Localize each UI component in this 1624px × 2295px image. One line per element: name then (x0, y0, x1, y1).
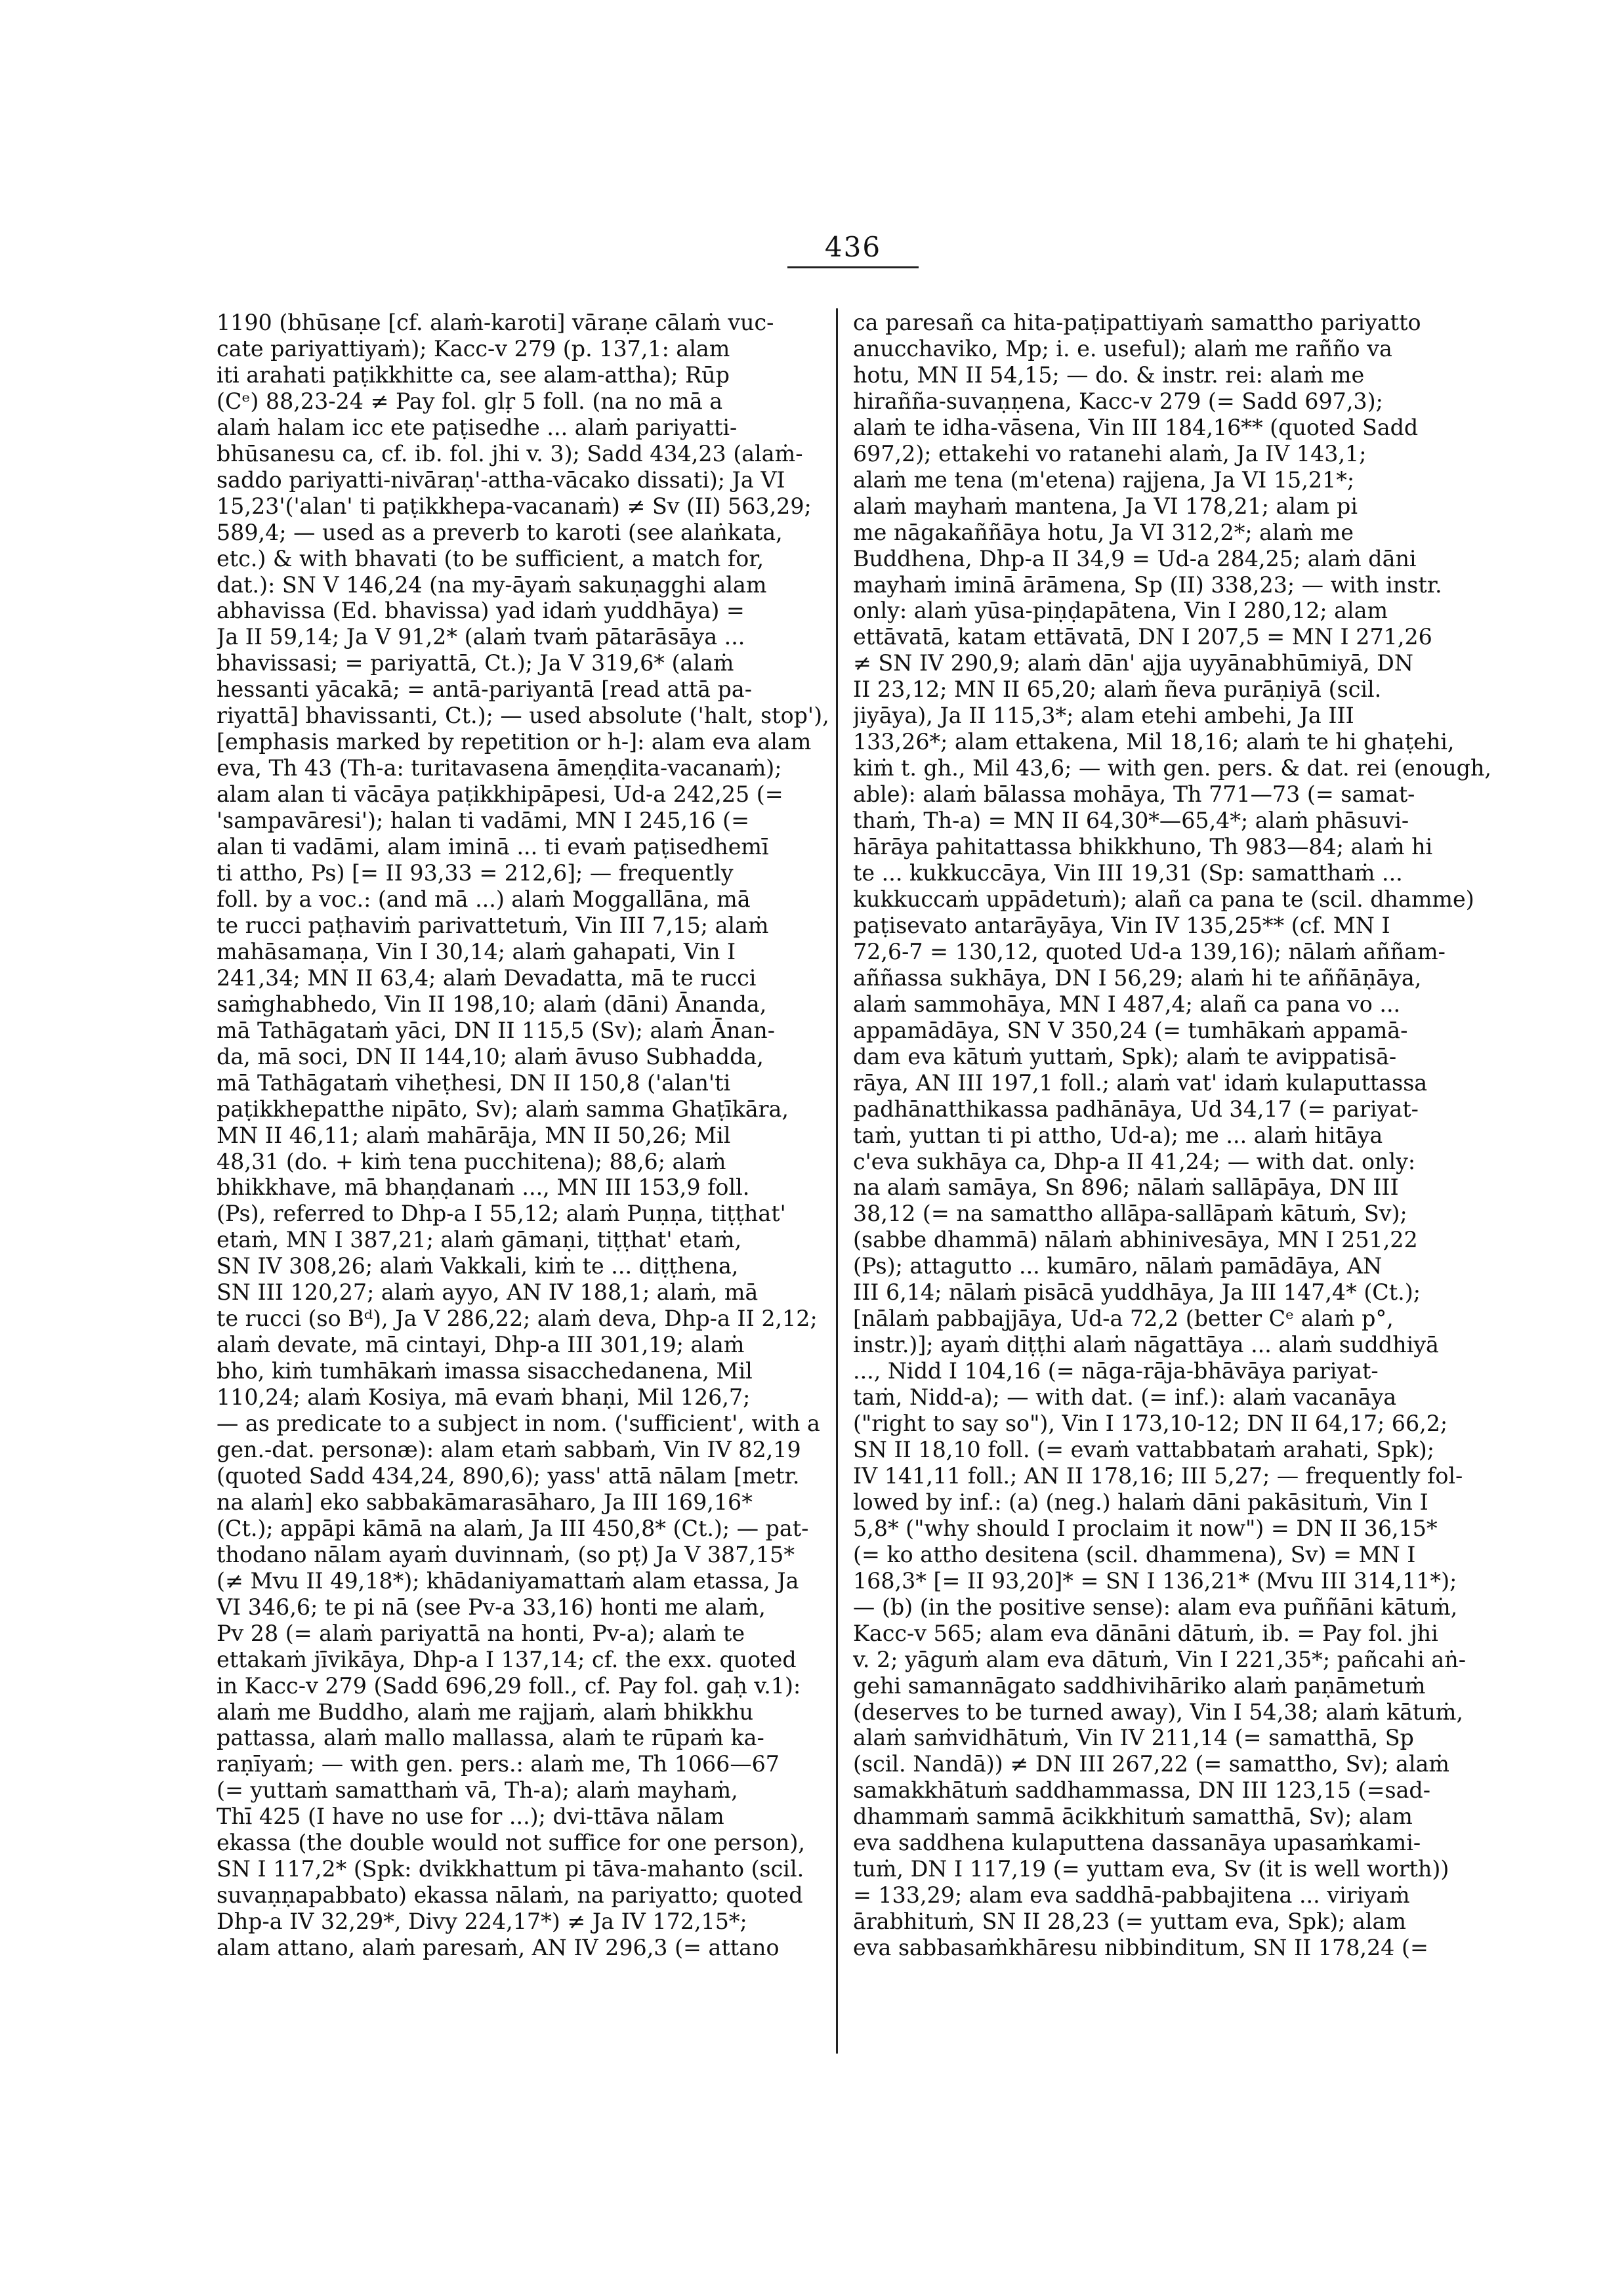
text-line: ≠ SN IV 290,9; alaṁ dān' ajja uyyānabhūmiyā, DN (853, 650, 1414, 676)
text-line: na alaṁ] eko sabbakāmarasāharo, Ja III 169,16* (217, 1489, 753, 1515)
text-line: 697,2); ettakehi vo ratanehi alaṁ, Ja IV 143,1; (853, 440, 1367, 466)
text-line: ettāvatā, katam ettāvatā, DN I 207,5 = MN I 271,26 (853, 624, 1432, 650)
text-line: gehi samannāgato saddhivihāriko alaṁ paṇāmetuṁ (853, 1672, 1426, 1699)
text-line: ("right to say so"), Vin I 173,10-12; DN II 64,17; 66,2; (853, 1411, 1448, 1437)
text-line: 72,6-7 = 130,12, quoted Ud-a 139,16); nālaṁ aññam- (853, 938, 1446, 964)
text-line: dhammaṁ sammā ācikkhituṁ samatthā, Sv); alam (853, 1804, 1413, 1830)
text-line: [emphasis marked by repetition or h-]: alam eva alam (217, 729, 812, 755)
text-line: mā Tathāgataṁ viheṭhesi, DN II 150,8 ('alan'ti (217, 1069, 731, 1096)
text-line: alan ti vadāmi, alam iminā ... ti evaṁ paṭisedhemī (217, 834, 769, 860)
text-line: bhūsanesu ca, cf. ib. fol. jhi v. 3); Sadd 434,23 (alaṁ- (217, 440, 803, 466)
text-line: kiṁ t. gh., Mil 43,6; — with gen. pers. & dat. rei (enough, (853, 755, 1491, 781)
text-line: 'sampavāresi'); halan ti vadāmi, MN I 245,16 (= (217, 808, 749, 834)
text-line: ca paresañ ca hita-paṭipattiyaṁ samattho pariyatto (853, 310, 1421, 335)
text-line: ettakaṁ jīvikāya, Dhp-a I 137,14; cf. the exx. quoted (217, 1646, 797, 1672)
text-line: thaṁ, Th-a) = MN II 64,30*—65,4*; alaṁ phāsuvi- (853, 808, 1409, 834)
text-line: SN I 117,2* (Spk: dvikkhattum pi tāva-mahanto (scil. (217, 1856, 804, 1882)
text-line: bhavissasi; = pariyattā, Ct.); Ja V 319,6* (alaṁ (217, 650, 734, 676)
text-line: in Kacc-v 279 (Sadd 696,29 foll., cf. Pay fol. gaḥ v.1): (217, 1672, 801, 1699)
text-line: saddo pariyatti-nivāraṇ'-attha-vācako dissati); Ja VI (217, 466, 785, 493)
text-line: (deserves to be turned away), Vin I 54,38; alaṁ kātuṁ, (853, 1699, 1464, 1725)
text-line: = 133,29; alam eva saddhā-pabbajitena ... viriyaṁ (853, 1882, 1410, 1909)
page-number: 436 (824, 231, 882, 263)
text-line: hessanti yācakā; = antā-pariyantā [read attā pa- (217, 676, 752, 703)
text-line: alaṁ saṁvidhātuṁ, Vin IV 211,14 (= samatthā, Sp (853, 1725, 1414, 1751)
text-line: mā Tathāgataṁ yāci, DN II 115,5 (Sv); alaṁ Ānan- (217, 1017, 776, 1043)
text-line: alaṁ te idha-vāsena, Vin III 184,16** (quoted Sadd (853, 414, 1419, 440)
text-line: (sabbe dhammā) nālaṁ abhinivesāya, MN I 251,22 (853, 1227, 1418, 1253)
text-line: alam attano, alaṁ paresaṁ, AN IV 296,3 (= attano (217, 1935, 780, 1961)
text-line: 38,12 (= na samattho allāpa-sallāpaṁ kātuṁ, Sv); (853, 1201, 1407, 1227)
text-line: alaṁ devate, mā cintayi, Dhp-a III 301,19; alaṁ (217, 1332, 745, 1358)
text-line: bho, kiṁ tumhākaṁ imassa sisacchedanena, Mil (217, 1358, 753, 1384)
text-line: alaṁ me tena (m'etena) rajjena, Ja VI 15,21*; (853, 466, 1355, 493)
text-line: alaṁ sammohāya, MN I 487,4; alañ ca pana vo ... (853, 991, 1401, 1017)
text-line: Thī 425 (I have no use for ...); dvi-ttāva nālam (217, 1804, 724, 1830)
text-line: hotu, MN II 54,15; — do. & instr. rei: alaṁ me (853, 362, 1365, 388)
right-column (853, 310, 1526, 1961)
text-line: riyattā] bhavissanti, Ct.); — used absolute ('halt, stop'), (217, 703, 829, 729)
text-line: ti attho, Ps) [= II 93,33 = 212,6]; — frequently (217, 860, 734, 886)
text-line: ārabhituṁ, SN II 28,23 (= yuttam eva, Spk); alam (853, 1909, 1406, 1935)
text-line: appamādāya, SN V 350,24 (= tumhākaṁ appamā- (853, 1017, 1408, 1043)
text-line: (scil. Nandā)) ≠ DN III 267,22 (= samattho, Sv); alaṁ (853, 1751, 1449, 1777)
column-divider (836, 308, 838, 2054)
text-line: 110,24; alaṁ Kosiya, mā evaṁ bhaṇi, Mil 126,7; (217, 1384, 751, 1411)
text-line: 589,4; — used as a preverb to karoti (see alaṅkata, (217, 519, 783, 545)
text-line: paṭikkhepatthe nipāto, Sv); alaṁ samma Ghaṭīkāra, (217, 1096, 789, 1122)
text-line: aññassa sukhāya, DN I 56,29; alaṁ hi te aññāṇāya, (853, 964, 1422, 991)
text-line: cate pariyattiyaṁ); Kacc-v 279 (p. 137,1: alam (217, 335, 730, 362)
left-column (217, 310, 889, 1961)
text-line: mahāsamaṇa, Vin I 30,14; alaṁ gahapati, Vin I (217, 938, 736, 964)
text-line: rāya, AN III 197,1 foll.; alaṁ vat' idaṁ kulaputtassa (853, 1069, 1428, 1096)
text-line: saṁghabhedo, Vin II 198,10; alaṁ (dāni) Ānanda, (217, 991, 767, 1017)
text-line: Ja II 59,14; Ja V 91,2* (alaṁ tvaṁ pātarāsāya ... (217, 624, 745, 650)
text-line: te rucci paṭhaviṁ parivattetuṁ, Vin III 7,15; alaṁ (217, 912, 769, 938)
text-line: 1190 (bhūsaṇe [cf. alaṁ-karoti] vāraṇe cālaṁ vuc- (217, 310, 774, 335)
text-line: taṁ, yuttan ti pi attho, Ud-a); me ... alaṁ hitāya (853, 1122, 1383, 1148)
text-line: Buddhena, Dhp-a II 34,9 = Ud-a 284,25; alaṁ dāni (853, 545, 1417, 571)
text-line: jiyāya), Ja II 115,3*; alam etehi ambehi, Ja III (853, 703, 1354, 729)
text-line: v. 2; yāguṁ alam eva dātuṁ, Vin I 221,35*; pañcahi aṅ- (853, 1646, 1466, 1672)
text-line: [nālaṁ pabbajjāya, Ud-a 72,2 (better Cᵉ alaṁ p°, (853, 1306, 1394, 1332)
header-rule (787, 266, 919, 268)
text-line: hiraññа-suvaṇṇena, Kacc-v 279 (= Sadd 697,3); (853, 388, 1383, 414)
text-line: pattassa, alaṁ mallo mallassa, alaṁ te rūpaṁ ka- (217, 1725, 764, 1751)
text-line: Pv 28 (= alaṁ pariyattā na honti, Pv-a); alaṁ te (217, 1620, 745, 1646)
text-line: VI 346,6; te pi nā (see Pv-a 33,16) honti me alaṁ, (217, 1594, 766, 1620)
text-line: Dhp-a IV 32,29*, Divy 224,17*) ≠ Ja IV 172,15*; (217, 1909, 747, 1935)
text-line: tuṁ, DN I 117,19 (= yuttam eva, Sv (it is well worth)) (853, 1856, 1449, 1882)
text-line: — (b) (in the positive sense): alam eva puññāni kātuṁ, (853, 1594, 1458, 1620)
text-line: 5,8* ("why should I proclaim it now") = DN II 36,15* (853, 1515, 1438, 1541)
text-line: Kacc-v 565; alam eva dānāni dātuṁ, ib. = Pay fol. jhi (853, 1620, 1438, 1646)
text-line: 168,3* [= II 93,20]* = SN I 136,21* (Mvu III 314,11*); (853, 1567, 1457, 1594)
text-line: eva saddhena kulaputtena dassanāya upasaṁkami- (853, 1830, 1421, 1856)
text-line: foll. by a voc.: (and mā ...) alaṁ Moggallāna, mā (217, 886, 751, 912)
text-line: anucchaviko, Mp; i. e. useful); alaṁ me rañño va (853, 335, 1392, 362)
text-line: able): alaṁ bālassa mohāya, Th 771—73 (= samat- (853, 781, 1415, 808)
text-line: etc.) & with bhavati (to be sufficient, a match for, (217, 545, 764, 571)
text-line: (Cᵉ) 88,23-24 ≠ Pay fol. glṛ 5 foll. (na no mā a (217, 388, 723, 414)
text-line: dam eva kātuṁ yuttaṁ, Spk); alaṁ te avippatisā- (853, 1043, 1397, 1069)
text-line: (≠ Mvu II 49,18*); khādaniyamattaṁ alam etassa, Ja (217, 1567, 799, 1594)
text-line: instr.)]; ayaṁ diṭṭhi alaṁ nāgattāya ... alaṁ suddhiyā (853, 1332, 1439, 1358)
text-line: samakkhātuṁ saddhammassa, DN III 123,15 (=sad- (853, 1777, 1430, 1804)
text-line: alaṁ mayhaṁ mantena, Ja VI 178,21; alam pi (853, 493, 1358, 519)
text-line: me nāgakaññāya hotu, Ja VI 312,2*; alaṁ me (853, 519, 1354, 545)
text-line: lowed by inf.: (a) (neg.) halaṁ dāni pakāsituṁ, Vin I (853, 1489, 1428, 1515)
text-line: bhikkhave, mā bhaṇḍanaṁ ..., MN III 153,9 foll. (217, 1174, 750, 1201)
text-line: te ... kukkuccāya, Vin III 19,31 (Sp: samatthaṁ ... (853, 860, 1403, 886)
text-line: (= yuttaṁ samatthaṁ vā, Th-a); alaṁ mayhaṁ, (217, 1777, 738, 1804)
text-line: alaṁ me Buddho, alaṁ me rajjaṁ, alaṁ bhikkhu (217, 1699, 754, 1725)
text-line: raṇīyaṁ; — with gen. pers.: alaṁ me, Th 1066—67 (217, 1751, 780, 1777)
text-line: kukkuccaṁ uppādetuṁ); alañ ca pana te (scil. dhamme) (853, 886, 1474, 912)
text-line: taṁ, Nidd-a); — with dat. (= inf.): alaṁ vacanāya (853, 1384, 1397, 1411)
text-line: na alaṁ samāya, Sn 896; nālaṁ sallāpāya, DN III (853, 1174, 1399, 1201)
text-line: eva sabbasaṁkhāresu nibbinditum, SN II 178,24 (= (853, 1935, 1428, 1961)
text-line: only: alaṁ yūsa-piṇḍapātena, Vin I 280,12; alam (853, 598, 1388, 624)
text-line: thodano nālam ayaṁ duvinnaṁ, (so pṭ) Ja V 387,15* (217, 1541, 795, 1567)
text-line: (Ps), referred to Dhp-a I 55,12; alaṁ Puṇṇa, tiṭṭhat' (217, 1201, 786, 1227)
text-line: 133,26*; alam ettakena, Mil 18,16; alaṁ te hi ghaṭehi, (853, 729, 1455, 755)
text-line: 48,31 (do. + kiṁ tena pucchitena); 88,6; alaṁ (217, 1148, 726, 1174)
text-line: IV 141,11 foll.; AN II 178,16; III 5,27; — frequently fol- (853, 1462, 1463, 1489)
text-line: alaṁ halam icc ete paṭisedhe ... alaṁ pariyatti- (217, 414, 738, 440)
text-line: gen.-dat. personæ): alam etaṁ sabbaṁ, Vin IV 82,19 (217, 1436, 801, 1462)
text-line: padhānatthikassa padhānāya, Ud 34,17 (= pariyat- (853, 1096, 1419, 1122)
text-line: (quoted Sadd 434,24, 890,6); yass' attā nālam [metr. (217, 1462, 800, 1489)
text-line: suvaṇṇapabbato) ekassa nālaṁ, na pariyatto; quoted (217, 1882, 803, 1909)
text-line: ..., Nidd I 104,16 (= nāga-rāja-bhāvāya pariyat- (853, 1358, 1379, 1384)
text-line: III 6,14; nālaṁ pisācā yuddhāya, Ja III 147,4* (Ct.); (853, 1279, 1421, 1306)
text-line: SN II 18,10 foll. (= evaṁ vattabbataṁ arahati, Spk); (853, 1436, 1434, 1462)
text-line: c'eva sukhāya ca, Dhp-a II 41,24; — with dat. only: (853, 1148, 1416, 1174)
text-line: II 23,12; MN II 65,20; alaṁ ñeva purāṇiyā (scil. (853, 676, 1382, 703)
text-line: ekassa (the double would not suffice for one person), (217, 1830, 806, 1856)
text-line: (Ct.); appāpi kāmā na alaṁ, Ja III 450,8* (Ct.); — pat- (217, 1515, 809, 1541)
text-line: dat.): SN V 146,24 (na my-āyaṁ sakuṇagghi alam (217, 571, 767, 598)
text-line: alam alan ti vācāya paṭikkhipāpesi, Ud-a 242,25 (= (217, 781, 783, 808)
text-line: 241,34; MN II 63,4; alaṁ Devadatta, mā te rucci (217, 964, 757, 991)
text-line: hārāya pahitattassa bhikkhuno, Th 983—84; alaṁ hi (853, 834, 1433, 860)
text-line: iti arahati paṭikkhitte ca, see alam-attha); Rūp (217, 362, 730, 388)
text-line: SN III 120,27; alaṁ ayyo, AN IV 188,1; alaṁ, mā (217, 1279, 759, 1306)
text-line: (Ps); attagutto ... kumāro, nālaṁ pamādāya, AN (853, 1253, 1383, 1279)
text-line: — as predicate to a subject in nom. ('sufficient', with a (217, 1411, 820, 1437)
text-line: paṭisevato antarāyāya, Vin IV 135,25** (cf. MN I (853, 912, 1390, 938)
text-line: mayhaṁ iminā ārāmena, Sp (II) 338,23; — with instr. (853, 571, 1442, 598)
text-line: abhavissa (Ed. bhavissa) yad idaṁ yuddhāya) = (217, 598, 745, 624)
text-line: te rucci (so Bᵈ), Ja V 286,22; alaṁ deva, Dhp-a II 2,12; (217, 1306, 818, 1332)
text-line: eva, Th 43 (Th-a: turitavasena āmeṇḍita-vacanaṁ); (217, 755, 782, 781)
text-line: (= ko attho desitena (scil. dhammena), Sv) = MN I (853, 1541, 1416, 1567)
text-line: etaṁ, MN I 387,21; alaṁ gāmaṇi, tiṭṭhat' etaṁ, (217, 1227, 742, 1253)
text-line: MN II 46,11; alaṁ mahārāja, MN II 50,26; Mil (217, 1122, 731, 1148)
text-line: SN IV 308,26; alaṁ Vakkali, kiṁ te ... diṭṭhena, (217, 1253, 739, 1279)
text-line: 15,23'('alan' ti paṭikkhepa-vacanaṁ) ≠ Sv (II) 563,29; (217, 493, 812, 519)
text-line: da, mā soci, DN II 144,10; alaṁ āvuso Subhadda, (217, 1043, 764, 1069)
